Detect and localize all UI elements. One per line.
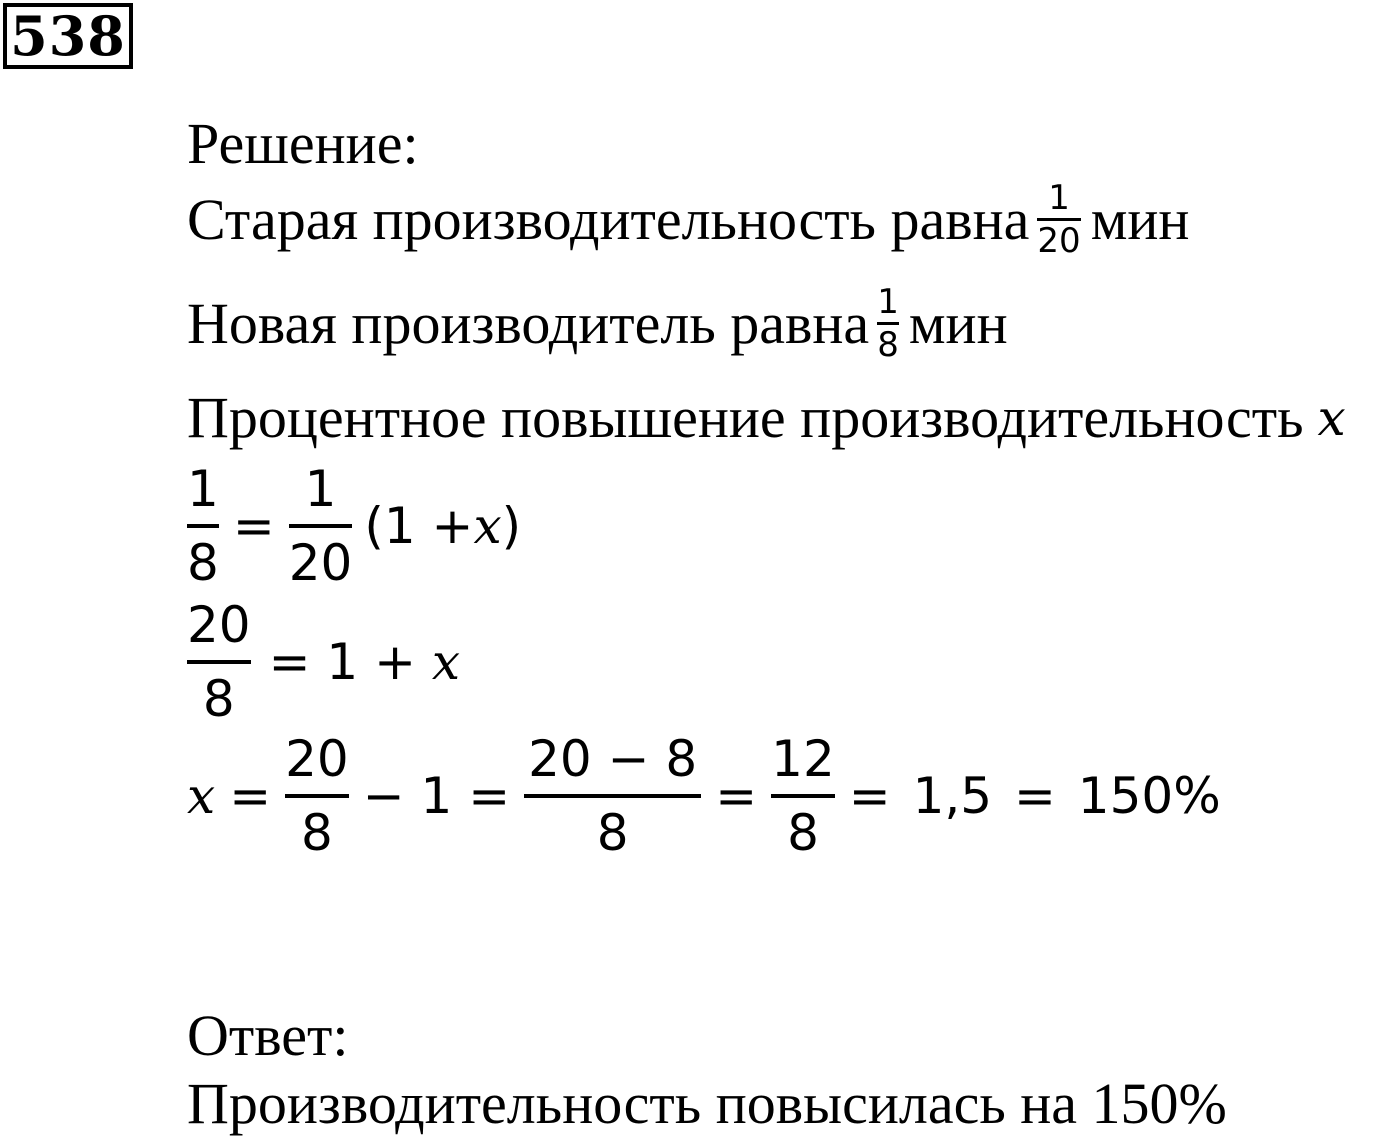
problem-number: 538: [10, 4, 126, 68]
new-productivity-unit: мин: [908, 291, 1008, 356]
old-productivity-unit: мин: [1090, 187, 1190, 252]
new-productivity-line: [187, 282, 1008, 365]
fraction-denominator: 20: [1037, 221, 1081, 261]
eq3-fraction-3: $\frac{12}{8}$: [771, 730, 835, 862]
equation-2: [187, 594, 460, 730]
new-productivity-fraction: [877, 282, 899, 365]
minus-one: − 1 =: [362, 767, 511, 825]
equation-3: [187, 728, 1221, 864]
equals-sign: =: [715, 767, 758, 825]
answer-text: Производительность повысилась на 150%: [187, 1071, 1227, 1136]
old-productivity-fraction: [1037, 178, 1080, 261]
old-productivity-line: [187, 178, 1189, 261]
eq3-fraction-1: $\frac{20}{8}$: [285, 730, 349, 862]
eq1-factor-close: ): [501, 497, 522, 555]
eq3-var: x: [187, 767, 216, 825]
fraction-numerator: 1: [1048, 178, 1070, 218]
equation-1: [187, 458, 521, 594]
old-productivity-text: Старая производительность равна: [187, 187, 1030, 252]
problem-number-box: [3, 3, 133, 69]
eq1-lhs-fraction: $\frac{1}{8}$: [187, 460, 219, 592]
eq3-fraction-2: $\frac{20 - 8}{8}$: [524, 728, 701, 864]
eq2-rhs: = 1 +: [268, 633, 432, 691]
eq3-result: = 1,5 = 150%: [848, 767, 1221, 825]
percent-increase-text: Процентное повышение производительность: [187, 385, 1304, 450]
answer-label: Ответ:: [187, 1003, 349, 1068]
new-productivity-text: Новая производитель равна: [187, 291, 870, 356]
percent-increase-line: [187, 384, 1346, 451]
eq1-rhs-fraction: $\frac{1}{20}$: [288, 460, 353, 592]
solution-label: Решение:: [187, 111, 419, 176]
eq1-factor-var: x: [473, 497, 502, 555]
equals-sign: =: [232, 497, 275, 555]
variable-x: x: [1317, 388, 1346, 447]
eq2-lhs-fraction: $\frac{20}{8}$: [187, 596, 251, 728]
equals-sign: =: [229, 767, 272, 825]
eq1-factor-open: (1 +: [364, 497, 474, 555]
fraction-denominator: 8: [877, 325, 899, 365]
eq2-rhs-var: x: [431, 633, 461, 691]
fraction-numerator: 1: [877, 282, 899, 322]
